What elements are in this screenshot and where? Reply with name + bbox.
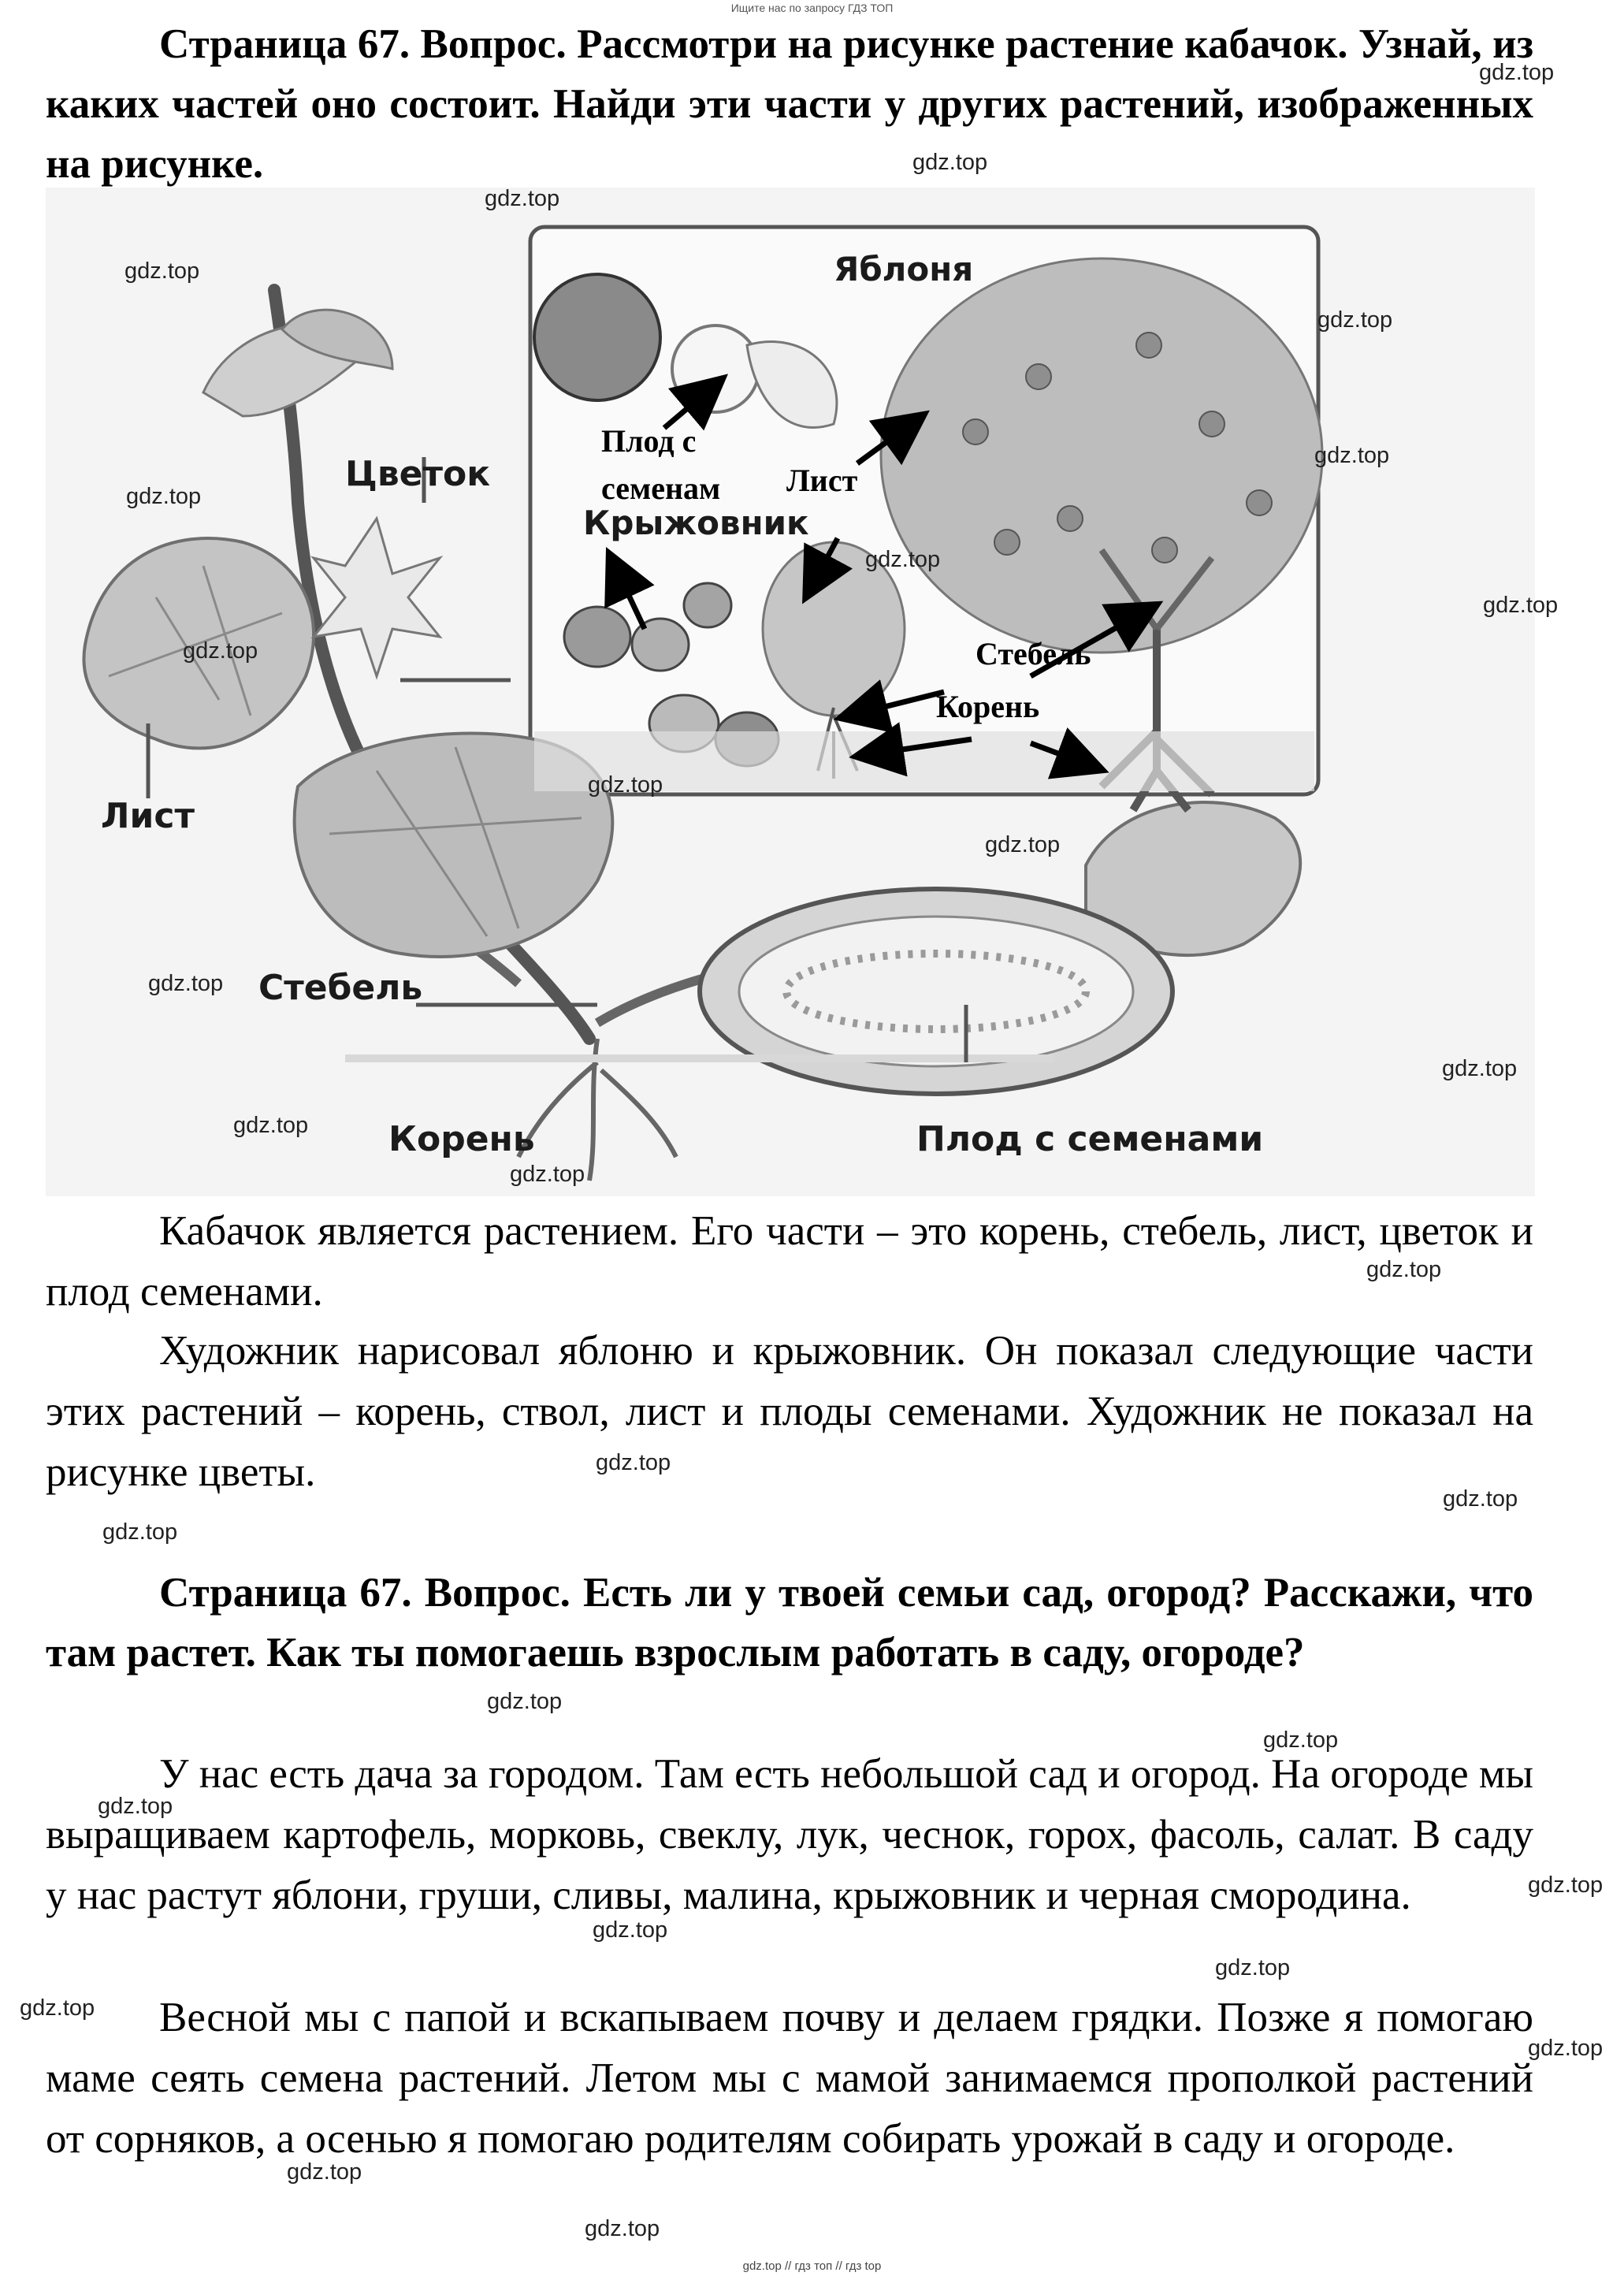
top-banner[interactable]: Ищите нас по запросу ГДЗ ТОП	[730, 2, 894, 14]
watermark: gdz.top	[1314, 443, 1390, 468]
question-1: Страница 67. Вопрос. Рассмотри на рисунке растение кабачок. Узнай, из каких частей оно состоит. Найди эти части у других растений, изображенных на рисунке.	[46, 21, 1533, 187]
watermark: gdz.top	[485, 186, 560, 211]
watermark: gdz.top	[98, 1794, 173, 1819]
label-root: Корень	[388, 1119, 535, 1159]
watermark: gdz.top	[1215, 1955, 1291, 1980]
watermark: gdz.top	[124, 258, 200, 284]
watermark: gdz.top	[487, 1689, 563, 1714]
watermark: gdz.top	[985, 832, 1061, 857]
watermark: gdz.top	[596, 1450, 671, 1475]
watermark: gdz.top	[1483, 593, 1559, 618]
plant-figure	[46, 188, 1535, 1196]
label-stem: Стебель	[258, 968, 423, 1008]
answer-2-paragraph-1: У нас есть дача за городом. Там есть небольшой сад и огород. На огороде мы выращиваем картофель, морковь, свеклу, лук, чеснок, горох, фасоль, салат. В саду у нас растут яблони, груши, сливы, малина, крыжовник и черная смородина.	[46, 1751, 1534, 1918]
label-fruit: Плод с семенами	[916, 1119, 1264, 1159]
watermark: gdz.top	[912, 150, 988, 175]
watermark: gdz.top	[102, 1519, 178, 1545]
label-leaf: Лист	[101, 796, 195, 836]
watermark: gdz.top	[287, 2159, 362, 2185]
annotation-fruit-1: Плод с	[601, 423, 697, 459]
watermark: gdz.top	[1366, 1257, 1442, 1282]
label-apple-tree: Яблоня	[834, 250, 974, 288]
annotation-stem: Стебель	[976, 636, 1091, 671]
watermark: gdz.top	[1528, 1872, 1604, 1898]
watermark: gdz.top	[148, 971, 224, 996]
watermark: gdz.top	[865, 547, 941, 572]
watermark: gdz.top	[1528, 2036, 1604, 2061]
apple-fruit	[534, 274, 660, 400]
watermark: gdz.top	[233, 1113, 309, 1138]
watermark: gdz.top	[20, 1995, 95, 2021]
watermark: gdz.top	[126, 484, 202, 509]
apple-tree-crown	[881, 258, 1322, 653]
annotation-leaf: Лист	[786, 463, 858, 498]
watermark: gdz.top	[1442, 1056, 1518, 1081]
label-flower: Цветок	[345, 454, 491, 494]
watermark: gdz.top	[1443, 1486, 1518, 1512]
watermark: gdz.top	[1479, 60, 1555, 85]
watermark: gdz.top	[183, 638, 258, 664]
answer-1-paragraph-1: Кабачок является растением. Его части – это корень, стебель, лист, цветок и плод семенами.	[46, 1208, 1533, 1315]
bottom-banner[interactable]: gdz.top // гдз топ // гдз top	[742, 2259, 882, 2273]
watermark: gdz.top	[1317, 307, 1393, 333]
question-2: Страница 67. Вопрос. Есть ли у твоей семьи сад, огород? Расскажи, что там растет. Как ты помогаешь взрослым работать в саду, огороде?	[46, 1570, 1533, 1675]
plant-illustration	[46, 188, 1535, 1196]
apple-slice	[672, 325, 759, 412]
watermark: gdz.top	[1263, 1727, 1339, 1753]
watermark: gdz.top	[585, 2216, 660, 2241]
annotation-root: Корень	[936, 689, 1040, 724]
answer-1-paragraph-2: Художник нарисовал яблоню и крыжовник. Он показал следующие части этих растений – корень, ствол, лист и плоды семенами. Художник не показал на рисунке цветы.	[46, 1328, 1533, 1495]
annotation-fruit-2: семенам	[601, 470, 721, 506]
label-gooseberry: Крыжовник	[583, 504, 809, 542]
watermark: gdz.top	[588, 772, 663, 798]
watermark: gdz.top	[593, 1917, 668, 1943]
answer-2-paragraph-2: Весной мы с папой и вскапываем почву и делаем грядки. Позже я помогаю маме сеять семена растений. Летом мы с мамой занимаемся прополкой растений от сорняков, а осенью я помогаю родителям собирать урожай в саду и огороде.	[46, 1995, 1533, 2162]
watermark: gdz.top	[510, 1162, 585, 1187]
